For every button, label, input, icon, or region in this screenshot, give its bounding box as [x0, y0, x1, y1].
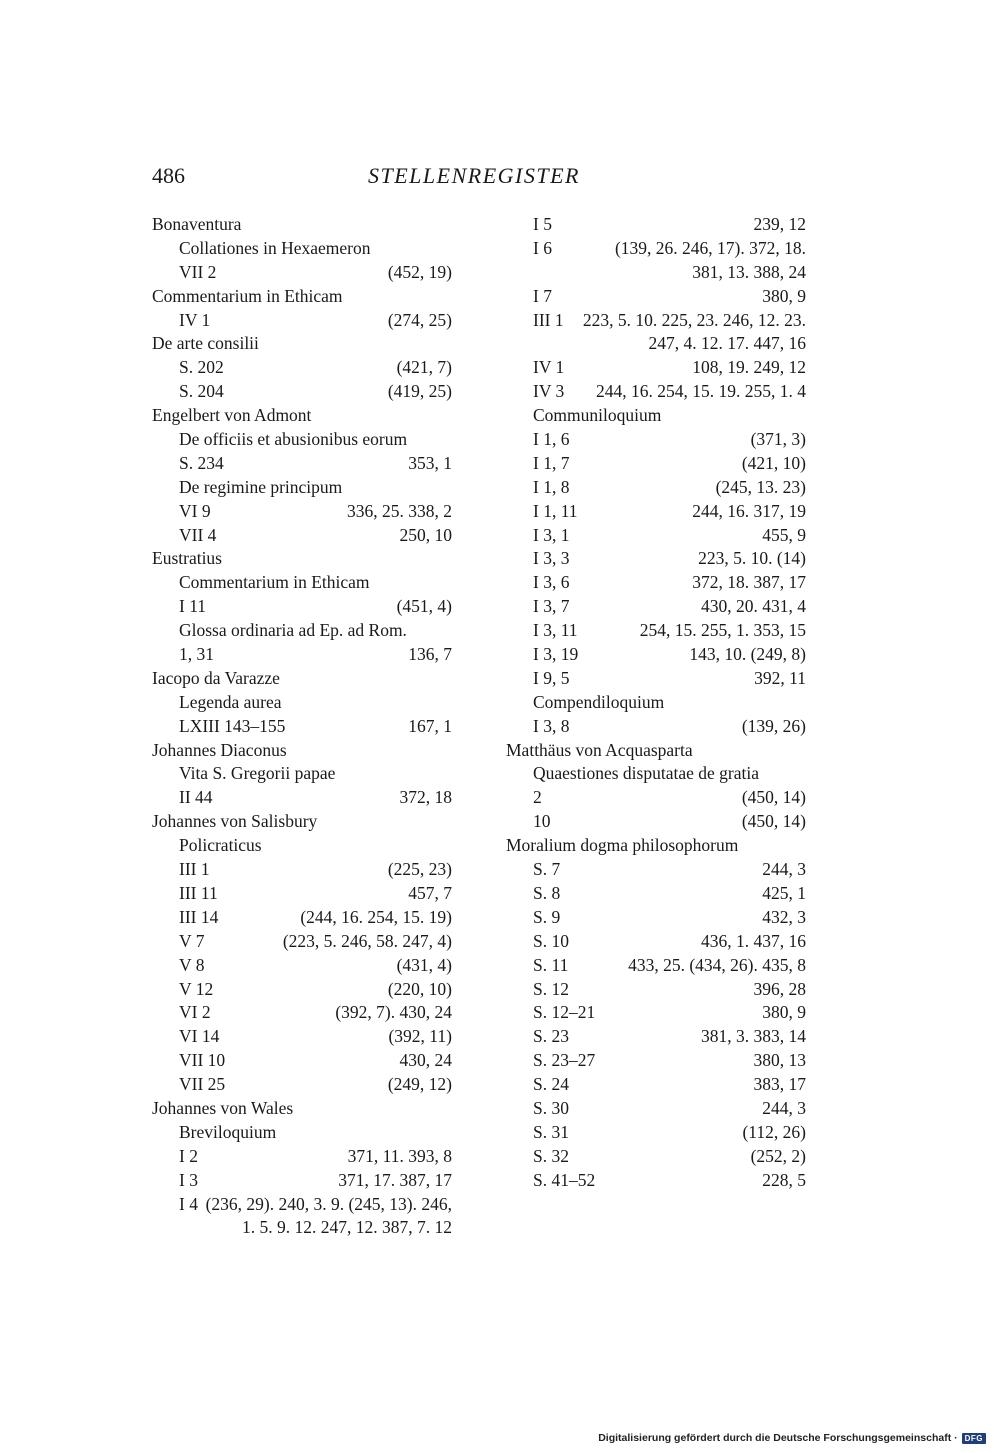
- index-column-right: [506, 213, 806, 1193]
- index-label: I 1, 11: [533, 500, 578, 521]
- index-entry: [152, 380, 452, 404]
- index-entry: [152, 954, 452, 978]
- index-reference: (392, 7). 430, 24: [335, 1002, 452, 1023]
- index-entry: [506, 619, 806, 643]
- index-entry: [152, 595, 452, 619]
- index-entry: [152, 906, 452, 930]
- index-label: S. 202: [179, 357, 224, 378]
- index-work: [506, 691, 806, 715]
- index-reference: 247, 4. 12. 17. 447, 16: [648, 333, 806, 354]
- index-entry: [152, 1169, 452, 1193]
- index-label: S. 9: [533, 906, 561, 927]
- index-entry: [506, 285, 806, 309]
- page-number: 486: [152, 163, 185, 188]
- index-entry: [506, 1025, 806, 1049]
- index-entry: [152, 356, 452, 380]
- index-reference: 433, 25. (434, 26). 435, 8: [628, 954, 806, 975]
- index-label: De arte consilii: [152, 333, 259, 354]
- index-label: S. 23–27: [533, 1050, 596, 1071]
- index-reference: 167, 1: [408, 715, 452, 736]
- index-label: Bonaventura: [152, 214, 242, 234]
- index-entry: [152, 930, 452, 954]
- index-reference: (244, 16. 254, 15. 19): [300, 906, 452, 927]
- index-label: VII 10: [179, 1050, 226, 1071]
- index-label: I 3, 1: [533, 524, 570, 545]
- index-entry: [506, 786, 806, 810]
- index-entry: [152, 715, 452, 739]
- index-label: S. 12–21: [533, 1002, 596, 1023]
- index-label: VII 4: [179, 524, 217, 545]
- index-reference: 228, 5: [762, 1169, 806, 1190]
- index-reference: 223, 5. 10. 225, 23. 246, 12. 23.: [582, 309, 806, 330]
- index-label: I 5: [533, 214, 552, 234]
- index-entry: [506, 667, 806, 691]
- index-label: 1, 31: [179, 644, 214, 665]
- index-entry: [152, 1025, 452, 1049]
- index-label: IV 1: [533, 357, 565, 378]
- index-reference: (252, 2): [750, 1145, 806, 1166]
- index-entry: [506, 452, 806, 476]
- index-reference: 244, 16. 317, 19: [692, 500, 806, 521]
- index-reference: 372, 18. 387, 17: [692, 572, 806, 593]
- index-work: [506, 404, 806, 428]
- index-reference: 353, 1: [408, 452, 452, 473]
- index-reference: 254, 15. 255, 1. 353, 15: [639, 620, 806, 641]
- index-entry: [152, 1073, 452, 1097]
- index-reference: 372, 18: [399, 787, 452, 808]
- index-work: [152, 619, 452, 643]
- index-reference: 380, 9: [762, 1002, 806, 1023]
- dfg-logo: DFG: [962, 1433, 986, 1444]
- index-label: I 1, 7: [533, 452, 570, 473]
- index-author: [152, 547, 452, 571]
- index-entry: [506, 237, 806, 261]
- index-work: [506, 762, 806, 786]
- index-reference: 455, 9: [762, 524, 806, 545]
- index-label: LXIII 143–155: [179, 715, 286, 736]
- index-reference: (371, 3): [750, 429, 806, 450]
- index-label: S. 31: [533, 1121, 569, 1142]
- index-reference: 244, 3: [762, 859, 806, 880]
- index-reference: (220, 10): [387, 978, 452, 999]
- index-work: [152, 691, 452, 715]
- index-entry: [506, 906, 806, 930]
- index-entry: [506, 309, 806, 333]
- index-label: Legenda aurea: [179, 691, 282, 712]
- index-reference: 250, 10: [399, 524, 452, 545]
- index-label: I 3, 6: [533, 572, 570, 593]
- index-entry: [506, 978, 806, 1002]
- index-reference: (236, 29). 240, 3. 9. (245, 13). 246,: [205, 1193, 452, 1214]
- index-entry: [506, 715, 806, 739]
- index-entry: [506, 643, 806, 667]
- index-entry: [152, 1145, 452, 1169]
- index-entry: [506, 882, 806, 906]
- index-label: S. 23: [533, 1026, 569, 1047]
- index-work: [152, 237, 452, 261]
- index-label: I 3, 11: [533, 620, 578, 641]
- index-label: Engelbert von Admont: [152, 405, 312, 426]
- index-label: Matthäus von Acquasparta: [506, 739, 693, 760]
- index-entry: [506, 356, 806, 380]
- index-reference: (274, 25): [387, 309, 452, 330]
- index-label: Vita S. Gregorii papae: [179, 763, 336, 784]
- index-entry: [506, 1097, 806, 1121]
- index-label: I 1, 6: [533, 429, 570, 450]
- index-reference: 436, 1. 437, 16: [701, 930, 806, 951]
- index-label: S. 8: [533, 882, 561, 903]
- index-label: Compendiloquium: [533, 691, 665, 712]
- index-label: S. 204: [179, 381, 224, 402]
- index-author: [152, 213, 452, 237]
- index-author: [152, 1097, 452, 1121]
- index-author: [152, 739, 452, 763]
- funding-note: Digitalisierung gefördert durch die Deutsche Forschungsgemeinschaft ·: [598, 1432, 958, 1444]
- index-entry: [506, 954, 806, 978]
- index-reference: (451, 4): [396, 596, 452, 617]
- index-entry: [152, 978, 452, 1002]
- index-entry: [152, 524, 452, 548]
- index-entry: [152, 786, 452, 810]
- index-label: VI 2: [179, 1002, 211, 1023]
- index-entry: [506, 524, 806, 548]
- index-reference: 371, 17. 387, 17: [338, 1169, 452, 1190]
- index-label: Quaestiones disputatae de gratia: [533, 763, 759, 784]
- index-reference: 1. 5. 9. 12. 247, 12. 387, 7. 12: [242, 1217, 452, 1238]
- index-label: I 6: [533, 237, 552, 258]
- index-entry-continuation: [506, 261, 806, 285]
- index-entry: [506, 930, 806, 954]
- index-column-left: [152, 213, 452, 1240]
- index-reference: 336, 25. 338, 2: [347, 500, 452, 521]
- index-label: I 1, 8: [533, 476, 570, 497]
- index-reference: (452, 19): [387, 261, 452, 282]
- index-reference: 244, 3: [762, 1097, 806, 1118]
- index-label: S. 32: [533, 1145, 569, 1166]
- index-reference: 430, 24: [399, 1050, 452, 1071]
- index-label: V 12: [179, 978, 214, 999]
- index-work: [152, 476, 452, 500]
- index-reference: (421, 7): [396, 357, 452, 378]
- index-entry: [506, 1145, 806, 1169]
- index-label: IV 1: [179, 309, 211, 330]
- index-author: [506, 834, 806, 858]
- index-entry: [506, 595, 806, 619]
- index-reference: (245, 13. 23): [715, 476, 806, 497]
- index-label: VII 25: [179, 1074, 226, 1095]
- index-entry: [506, 1073, 806, 1097]
- index-entry-continuation: [152, 1216, 452, 1240]
- index-label: 10: [533, 811, 551, 832]
- index-label: V 7: [179, 930, 205, 951]
- index-label: S. 10: [533, 930, 569, 951]
- index-reference: 380, 13: [753, 1050, 806, 1071]
- index-label: S. 7: [533, 859, 561, 880]
- index-reference: 396, 28: [753, 978, 806, 999]
- index-label: Johannes Diaconus: [152, 739, 287, 760]
- index-entry: [506, 547, 806, 571]
- index-reference: (112, 26): [742, 1121, 806, 1142]
- index-work: [152, 428, 452, 452]
- index-label: Communiloquium: [533, 405, 662, 426]
- index-label: VI 14: [179, 1026, 220, 1047]
- index-label: III 1: [179, 859, 210, 880]
- index-reference: (225, 23): [387, 859, 452, 880]
- index-entry: [506, 380, 806, 404]
- index-work: [152, 332, 452, 356]
- index-entry: [506, 1169, 806, 1193]
- index-reference: (223, 5. 246, 58. 247, 4): [282, 930, 452, 951]
- index-reference: (431, 4): [396, 954, 452, 975]
- index-entry: [152, 452, 452, 476]
- index-reference: 371, 11. 393, 8: [347, 1145, 452, 1166]
- index-reference: 143, 10. (249, 8): [689, 644, 806, 665]
- index-label: II 44: [179, 787, 213, 808]
- index-label: S. 41–52: [533, 1169, 596, 1190]
- index-label: Breviloquium: [179, 1121, 277, 1142]
- index-reference: 392, 11: [754, 667, 806, 688]
- index-entry: [152, 882, 452, 906]
- index-reference: 136, 7: [408, 644, 452, 665]
- index-reference: (450, 14): [741, 787, 806, 808]
- index-entry: [506, 213, 806, 237]
- index-entry: [506, 1049, 806, 1073]
- index-reference: 244, 16. 254, 15. 19. 255, 1. 4: [596, 381, 806, 402]
- index-reference: (419, 25): [387, 381, 452, 402]
- index-entry-continuation: [506, 332, 806, 356]
- index-work: [152, 1121, 452, 1145]
- index-reference: 425, 1: [762, 882, 806, 903]
- index-entry: [152, 1193, 452, 1217]
- index-entry: [152, 1001, 452, 1025]
- index-label: V 8: [179, 954, 205, 975]
- index-label: I 3, 8: [533, 715, 570, 736]
- index-work: [152, 834, 452, 858]
- index-label: S. 30: [533, 1097, 569, 1118]
- index-label: I 9, 5: [533, 667, 570, 688]
- index-entry: [506, 1001, 806, 1025]
- index-work: [152, 762, 452, 786]
- index-label: I 3, 3: [533, 548, 570, 569]
- index-reference: 383, 17: [753, 1074, 806, 1095]
- index-entry: [506, 810, 806, 834]
- index-reference: 381, 13. 388, 24: [692, 261, 806, 282]
- index-label: Glossa ordinaria ad Ep. ad Rom.: [179, 620, 407, 641]
- index-label: Johannes von Wales: [152, 1097, 294, 1118]
- index-reference: (139, 26. 246, 17). 372, 18.: [614, 237, 806, 258]
- index-label: 2: [533, 787, 542, 808]
- index-entry: [506, 858, 806, 882]
- index-label: Commentarium in Ethicam: [179, 572, 370, 593]
- index-reference: (421, 10): [741, 452, 806, 473]
- funding-footer: [598, 1432, 986, 1444]
- index-work: [152, 571, 452, 595]
- index-author: [152, 667, 452, 691]
- index-label: Eustratius: [152, 548, 222, 569]
- index-work: [152, 285, 452, 309]
- index-label: I 2: [179, 1145, 198, 1166]
- index-label: III 11: [179, 882, 218, 903]
- index-entry: [152, 858, 452, 882]
- index-reference: (249, 12): [387, 1074, 452, 1095]
- index-entry: [152, 643, 452, 667]
- index-label: III 14: [179, 906, 219, 927]
- index-label: I 11: [179, 596, 207, 617]
- index-label: VI 9: [179, 500, 211, 521]
- index-entry: [152, 1049, 452, 1073]
- index-label: Iacopo da Varazze: [152, 667, 280, 688]
- index-entry: [152, 500, 452, 524]
- index-label: Commentarium in Ethicam: [152, 285, 343, 306]
- index-label: I 3, 19: [533, 644, 579, 665]
- index-entry: [506, 571, 806, 595]
- index-entry: [506, 476, 806, 500]
- index-label: De regimine principum: [179, 476, 343, 497]
- index-label: S. 11: [533, 954, 569, 975]
- index-label: S. 12: [533, 978, 569, 999]
- index-label: Collationes in Hexaemeron: [179, 237, 371, 258]
- index-label: I 3, 7: [533, 596, 570, 617]
- index-reference: 457, 7: [408, 882, 452, 903]
- index-entry: [506, 428, 806, 452]
- page-title: STELLENREGISTER: [368, 163, 580, 188]
- index-reference: 381, 3. 383, 14: [701, 1026, 806, 1047]
- index-label: Moralium dogma philosophorum: [506, 835, 739, 856]
- index-label: IV 3: [533, 381, 565, 402]
- index-reference: 430, 20. 431, 4: [701, 596, 806, 617]
- index-label: I 3: [179, 1169, 198, 1190]
- index-reference: 432, 3: [762, 906, 806, 927]
- index-reference: (450, 14): [741, 811, 806, 832]
- index-entry: [506, 500, 806, 524]
- index-reference: 108, 19. 249, 12: [692, 357, 806, 378]
- index-label: Johannes von Salisbury: [152, 811, 318, 832]
- index-entry: [506, 1121, 806, 1145]
- index-label: I 7: [533, 285, 552, 306]
- index-label: VII 2: [179, 261, 217, 282]
- index-author: [152, 810, 452, 834]
- index-reference: 380, 9: [762, 285, 806, 306]
- index-reference: 239, 12: [753, 214, 806, 234]
- index-label: Policraticus: [179, 835, 262, 856]
- index-label: S. 234: [179, 452, 224, 473]
- index-reference: 223, 5. 10. (14): [698, 548, 806, 569]
- index-author: [152, 404, 452, 428]
- index-reference: (392, 11): [388, 1026, 452, 1047]
- index-entry: [152, 309, 452, 333]
- index-label: I 4: [179, 1193, 198, 1214]
- index-label: III 1: [533, 309, 564, 330]
- index-reference: (139, 26): [741, 715, 806, 736]
- index-entry: [152, 261, 452, 285]
- index-label: S. 24: [533, 1074, 569, 1095]
- index-label: De officiis et abusionibus eorum: [179, 429, 408, 450]
- index-author: [506, 739, 806, 763]
